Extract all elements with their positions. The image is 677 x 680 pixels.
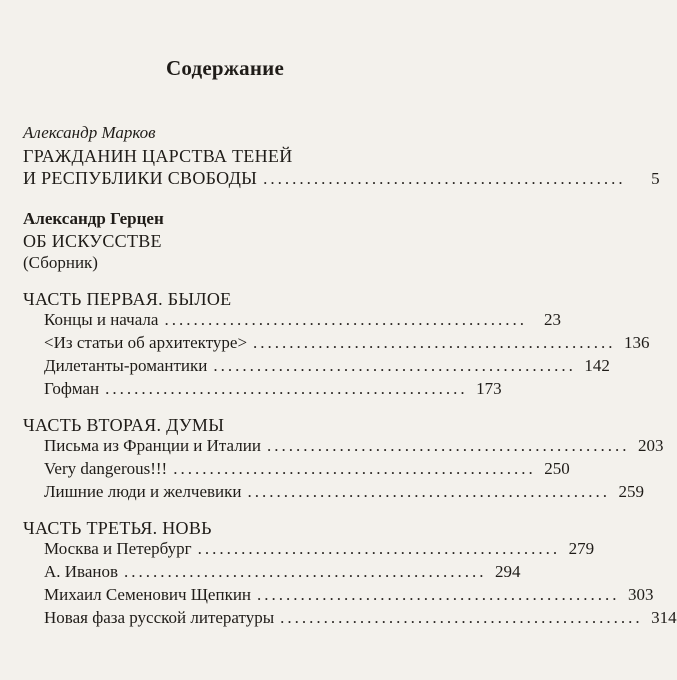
dot-leader: .................................................. xyxy=(197,539,561,558)
dot-leader: .................................................. xyxy=(164,310,527,329)
page-title: Содержание xyxy=(166,56,284,80)
toc-entry[interactable] xyxy=(44,310,561,334)
toc-entry[interactable] xyxy=(44,379,502,403)
page-number: 279 xyxy=(568,539,595,558)
dot-leader: .................................................. xyxy=(247,482,611,501)
dot-leader: .................................................. xyxy=(173,459,536,478)
entry-title: Михаил Семенович Щепкин xyxy=(44,585,252,604)
book-subtitle: (Сборник) xyxy=(23,253,98,272)
part-heading: ЧАСТЬ ПЕРВАЯ. БЫЛОЕ xyxy=(23,289,232,309)
dot-leader: .................................................. xyxy=(263,169,626,188)
entry-title: Гофман xyxy=(44,379,100,398)
entry-title: Концы и начала xyxy=(44,310,159,329)
toc-entry[interactable] xyxy=(44,333,650,357)
page-number: 142 xyxy=(584,356,610,375)
entry-title: А. Иванов xyxy=(44,562,119,581)
toc-entry[interactable] xyxy=(44,436,664,460)
entry-title: <Из статьи об архитектуре> xyxy=(44,333,248,352)
toc-entry[interactable] xyxy=(44,608,677,632)
page-number: 5 xyxy=(651,169,660,188)
book-title: ОБ ИСКУССТВЕ xyxy=(23,231,162,251)
toc-entry[interactable] xyxy=(44,562,521,586)
page-number: 259 xyxy=(618,482,645,501)
toc-entry[interactable] xyxy=(44,459,570,483)
dot-leader: .................................................. xyxy=(257,585,620,604)
toc-entry[interactable] xyxy=(44,539,595,563)
page-number: 23 xyxy=(543,310,561,329)
dot-leader: .................................................. xyxy=(266,436,630,455)
toc-entry-intro[interactable] xyxy=(23,168,660,192)
entry-title: Very dangerous!!! xyxy=(44,459,168,478)
book-author: Александр Герцен xyxy=(23,209,164,228)
dot-leader: .................................................. xyxy=(213,356,576,375)
part-heading: ЧАСТЬ ВТОРАЯ. ДУМЫ xyxy=(23,415,225,435)
page-number: 303 xyxy=(628,585,654,604)
page-number: 294 xyxy=(495,562,521,581)
entry-title: Москва и Петербург xyxy=(44,539,192,558)
page-number: 136 xyxy=(624,333,650,352)
dot-leader: .................................................. xyxy=(124,562,487,581)
dot-leader: .................................................. xyxy=(105,379,468,398)
dot-leader: .................................................. xyxy=(280,608,643,627)
entry-title: Письма из Франции и Италии xyxy=(44,436,261,455)
page-number: 314 xyxy=(651,608,677,627)
toc-entry[interactable] xyxy=(44,585,654,609)
part-heading: ЧАСТЬ ТРЕТЬЯ. НОВЬ xyxy=(23,518,212,538)
entry-title: Лишние люди и желчевики xyxy=(44,482,242,501)
toc-entry[interactable] xyxy=(44,356,610,380)
page-number: 173 xyxy=(476,379,502,398)
dot-leader: .................................................. xyxy=(253,333,616,352)
entry-title: Дилетанты-романтики xyxy=(44,356,208,375)
entry-title: Новая фаза русской литературы xyxy=(44,608,275,627)
page-number: 250 xyxy=(544,459,570,478)
intro-title-line2: И РЕСПУБЛИКИ СВОБОДЫ xyxy=(23,168,258,188)
toc-entry[interactable] xyxy=(44,482,645,506)
page-number: 203 xyxy=(637,436,664,455)
intro-title-line1: ГРАЖДАНИН ЦАРСТВА ТЕНЕЙ xyxy=(23,146,293,166)
intro-author: Александр Марков xyxy=(23,123,156,142)
